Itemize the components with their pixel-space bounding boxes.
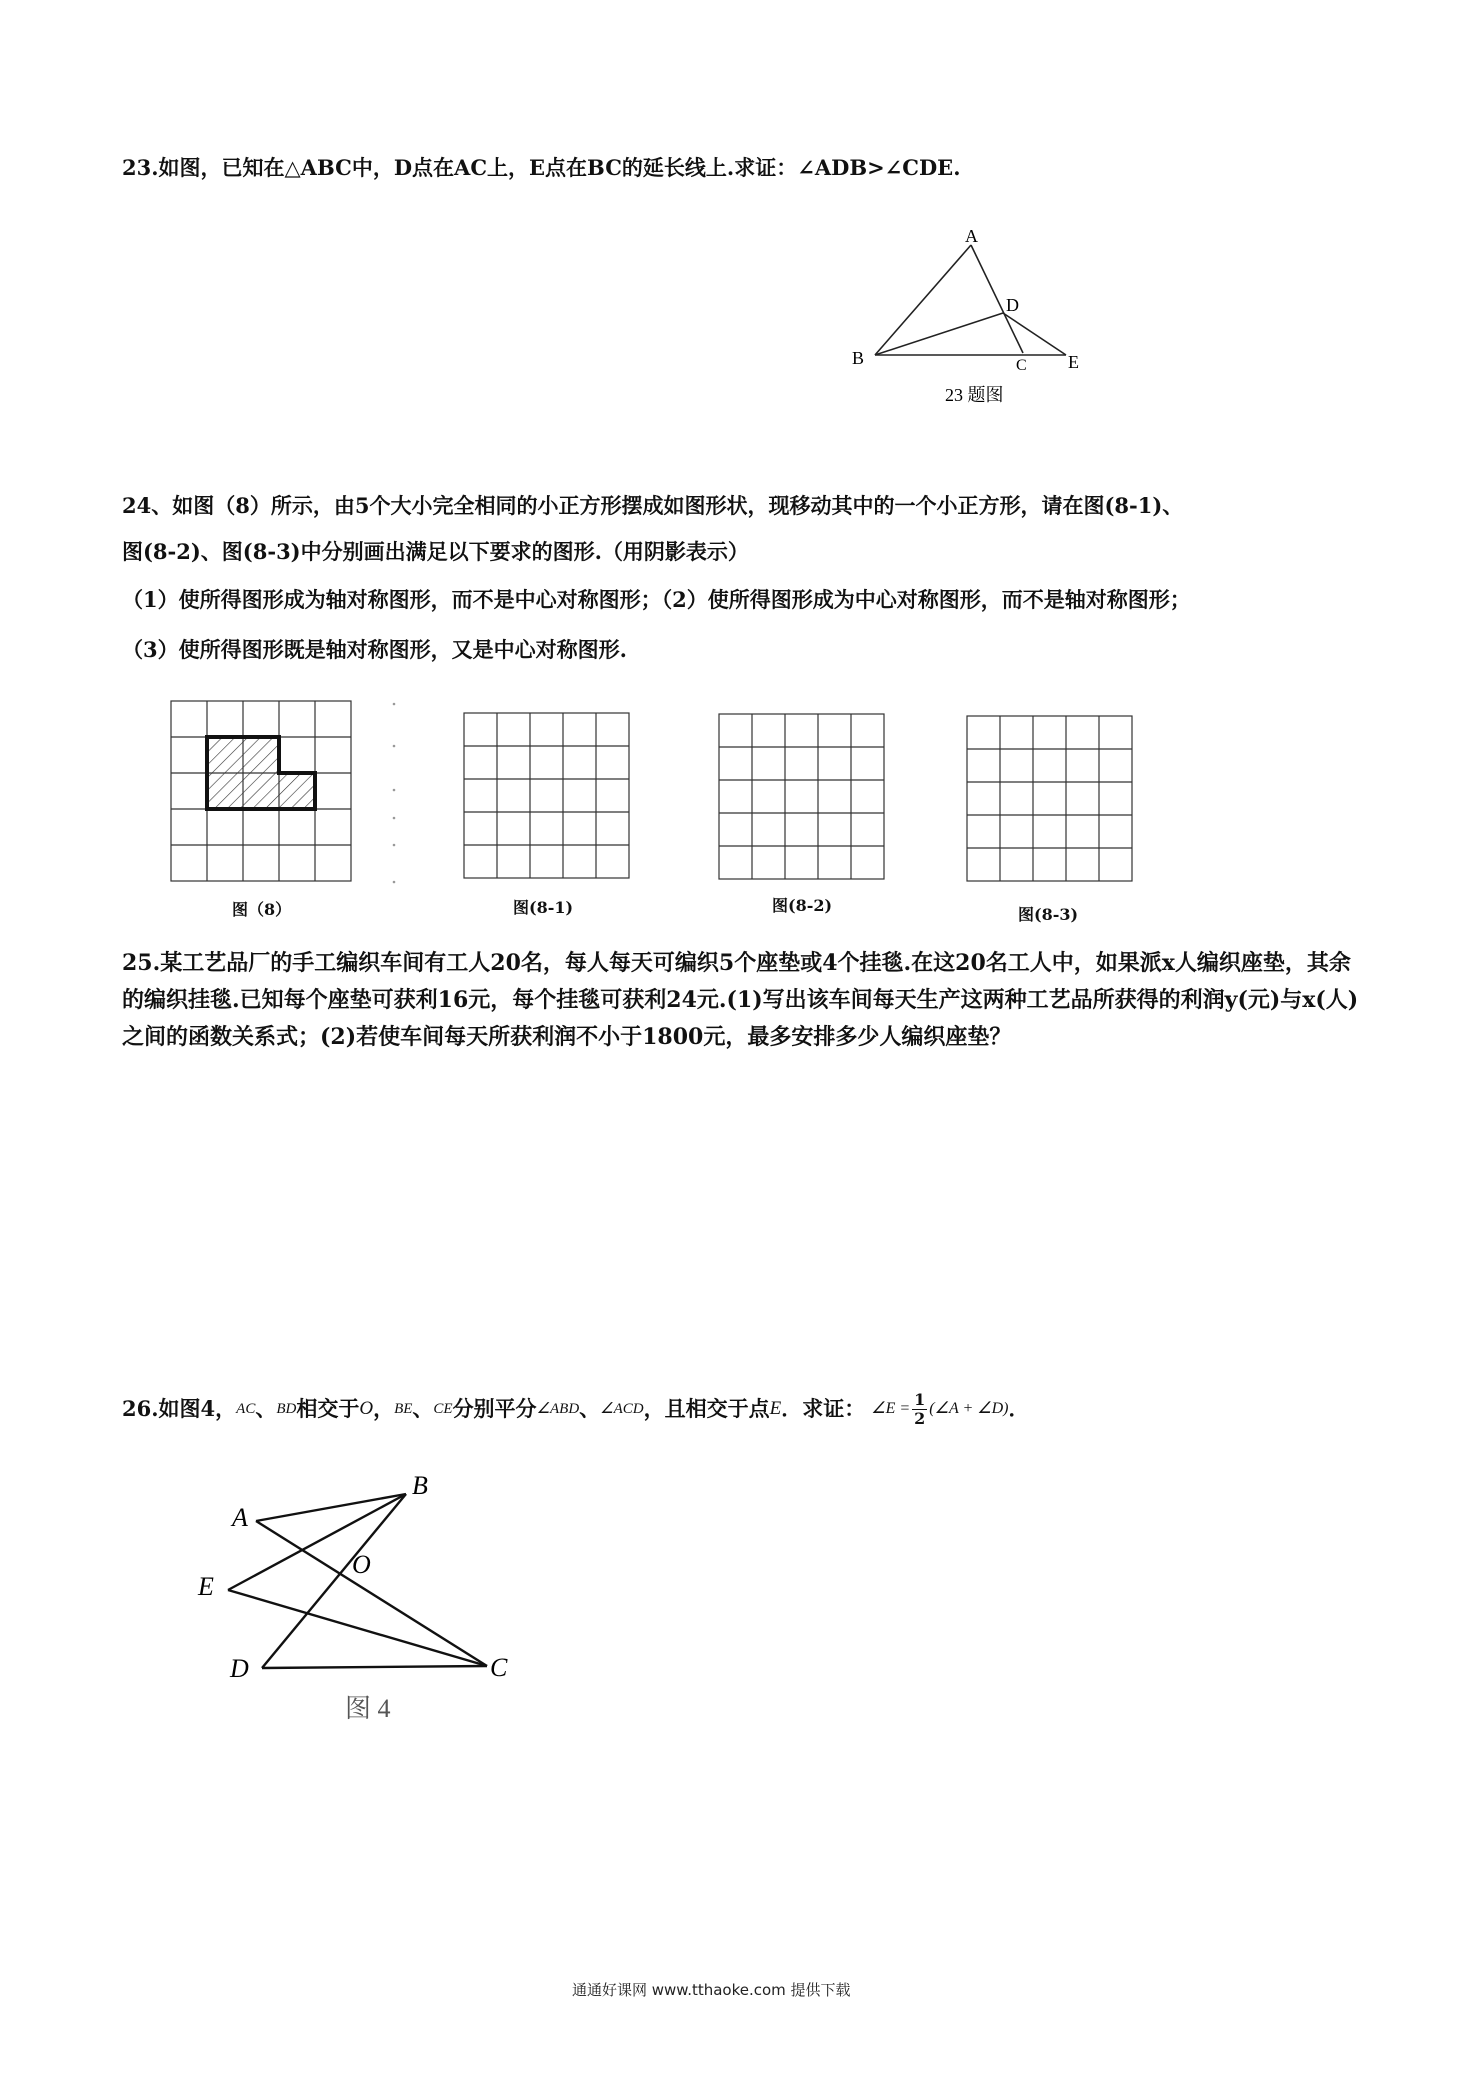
q26-be: BE: [394, 1401, 413, 1417]
q26-eq-rhs: (∠A + ∠D): [929, 1400, 1009, 1417]
q26-sep1: 、: [255, 1396, 277, 1421]
q25-text: 25.某工艺品厂的手工编织车间有工人20名，每人每天可编织5个座垫或4个挂毯.在这20名工人中，如果派x人编织座垫，其余的编织挂毯.已知每个座垫可获利16元，每个挂毯可获利24元.(1)写出该车间每天生产这两种工艺品所获得的利润y(元)与x(人)之间的函数关系式；(2)若使车间每天所获利润不小于1800元，最多安排多少人编织座垫？: [122, 950, 1359, 1050]
q26-label-e: E: [198, 1572, 214, 1601]
q23-label-d: D: [1006, 295, 1019, 315]
q26-mid1: 相交于: [296, 1396, 360, 1421]
q26-frac-den: 2: [914, 1408, 926, 1428]
q26-segment-ab: [256, 1494, 406, 1521]
q26-label-b: B: [412, 1471, 428, 1500]
q26-label-o: O: [352, 1550, 371, 1579]
q26-e: E: [769, 1398, 782, 1419]
q24-line1: 24、如图（8）所示，由5个大小完全相同的小正方形摆成如图形状，现移动其中的一个小正方形，请在图(8-1)、: [122, 493, 1184, 518]
q23-segment-de: [1003, 313, 1066, 355]
q24-caption-8-1: 图(8-1): [513, 898, 574, 917]
q26-segment-be: [228, 1494, 406, 1590]
q26-acd: ∠ACD: [600, 1401, 644, 1417]
q26-ac: AC: [236, 1401, 256, 1417]
q26-label-c: C: [490, 1653, 508, 1682]
q26-segment-ec: [228, 1590, 487, 1666]
q23-label-c: C: [1016, 357, 1027, 374]
q24-caption-8: 图（8）: [232, 900, 292, 919]
q26-mid4: ．求证：: [781, 1396, 866, 1421]
q24-grid-8-2: [718, 713, 888, 881]
q26-fraction: [912, 1391, 927, 1428]
q26-bd: BD: [276, 1401, 297, 1417]
q26-abd: ∠ABD: [536, 1401, 580, 1417]
q24-figure-8: [170, 700, 360, 886]
q24-line3: （1）使所得图形成为轴对称图形，而不是中心对称图形；（2）使所得图形成为中心对称图形，而不是轴对称图形；: [122, 587, 1191, 612]
q26-prefix: 26.如图4，: [122, 1396, 237, 1421]
q26-sep3: 、: [579, 1396, 601, 1421]
q26-figure: [190, 1465, 530, 1735]
q26-text: [122, 1389, 1029, 1429]
q24-line4: （3）使所得图形既是轴对称图形，又是中心对称图形.: [122, 637, 627, 662]
q23-caption: 23 题图: [945, 385, 1004, 405]
q26-label-d: D: [230, 1654, 249, 1683]
q26-caption: 图 4: [345, 1694, 391, 1723]
q23-label-b: B: [852, 348, 865, 368]
q26-frac-num: 1: [914, 1389, 926, 1409]
q26-o: O: [359, 1398, 374, 1419]
q24-hatched-shape: [207, 737, 315, 809]
q24-grid-8-3: [966, 715, 1136, 883]
q24-caption-8-3: 图(8-3): [1018, 905, 1079, 924]
q26-eq-lhs: ∠E =: [871, 1400, 911, 1417]
q23-text: 23.如图，已知在△ABC中，D点在AC上，E点在BC的延长线上.求证：∠ADB>∠CDE.: [122, 155, 961, 180]
q26-segment-bd: [262, 1494, 406, 1668]
footer: 通通好课网 www.tthaoke.com 提供下载: [572, 1981, 851, 1999]
q23-figure: [840, 225, 1100, 415]
q26-sep2: 、: [412, 1396, 434, 1421]
separator-dots: [390, 700, 400, 890]
q23-label-e: E: [1068, 352, 1079, 372]
q26-mid2: 分别平分: [452, 1396, 537, 1421]
q26-segment-dc: [262, 1666, 487, 1668]
q24-grid-8-1: [463, 712, 633, 880]
q26-segment-ac: [256, 1521, 487, 1666]
q26-label-a: A: [232, 1503, 248, 1532]
q26-comma1: ，: [373, 1396, 395, 1421]
q26-ce: CE: [433, 1401, 453, 1417]
q23-label-a: A: [965, 226, 978, 246]
q26-end: ．: [1008, 1396, 1030, 1421]
q24-line2: 图(8-2)、图(8-3)中分别画出满足以下要求的图形.（用阴影表示）: [122, 539, 749, 564]
q24-caption-8-2: 图(8-2): [772, 896, 833, 915]
q26-mid3: ，且相交于点: [643, 1396, 770, 1421]
